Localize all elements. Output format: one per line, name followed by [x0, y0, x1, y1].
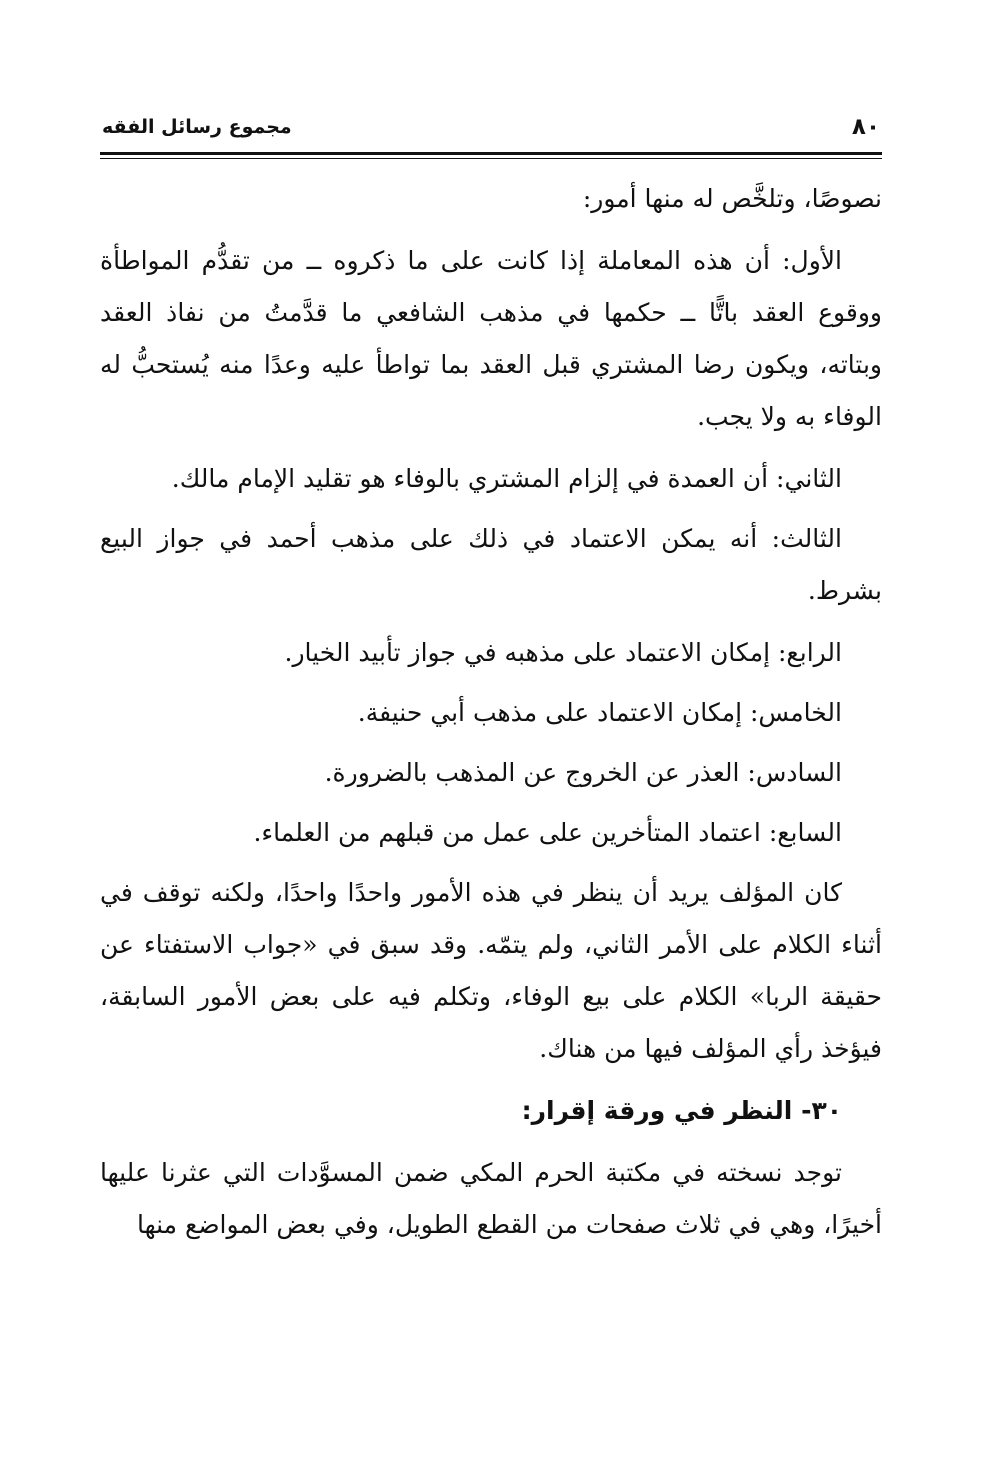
header-rule-thin: [100, 158, 882, 159]
paragraph-fifth: الخامس: إمكان الاعتماد على مذهب أبي حنيفة.: [357, 698, 842, 727]
page-header: [100, 112, 882, 150]
paragraph-sixth: السادس: العذر عن الخروج عن المذهب بالضرورة.: [324, 758, 842, 787]
paragraph-first: الأول: أن هذه المعاملة إذا كانت على ما ذكروه ــ من تقدُّم المواطأة ووقوع العقد باتًّا ــ حكمها في مذهب الشافعي ما قدَّمتُ من نفاذ العقد وبتاته، ويكون رضا المشتري قبل العقد بما تواطأ عليه وعدًا منه يُستحبُّ له الوفاء به ولا يجب.: [100, 246, 882, 431]
running-title: مجموع رسائل الفقه: [102, 116, 292, 138]
paragraph-author-note: كان المؤلف يريد أن ينظر في هذه الأمور واحدًا واحدًا، ولكنه توقف في أثناء الكلام على الأمر الثاني، ولم يتمّه. وقد سبق في «جواب الاستفتاء عن حقيقة الربا» الكلام على بيع الوفاء، وتكلم فيه على بعض الأمور السابقة، فيؤخذ رأي المؤلف فيها من هناك.: [100, 878, 882, 1063]
paragraph-fourth: الرابع: إمكان الاعتماد على مذهبه في جواز تأبيد الخيار.: [284, 638, 842, 667]
page-number: ٨٠: [851, 114, 880, 140]
paragraph-seventh: السابع: اعتماد المتأخرين على عمل من قبلهم من العلماء.: [253, 818, 842, 847]
paragraph-third: الثالث: أنه يمكن الاعتماد في ذلك على مذهب أحمد في جواز البيع بشرط.: [100, 524, 882, 605]
header-rule-thick: [100, 152, 882, 155]
section-heading: ٣٠- النظر في ورقة إقرار:: [521, 1096, 842, 1125]
paragraph-second: الثاني: أن العمدة في إلزام المشتري بالوفاء هو تقليد الإمام مالك.: [171, 464, 842, 493]
paragraph-manuscript-note: توجد نسخته في مكتبة الحرم المكي ضمن المسوَّدات التي عثرنا عليها أخيرًا، وهي في ثلاث صفحات من القطع الطويل، وفي بعض المواضع منها: [100, 1158, 882, 1239]
body-text: [100, 173, 882, 1251]
paragraph-continuation: نصوصًا، وتلخَّص له منها أمور:: [582, 184, 882, 213]
document-page: [100, 112, 882, 1261]
